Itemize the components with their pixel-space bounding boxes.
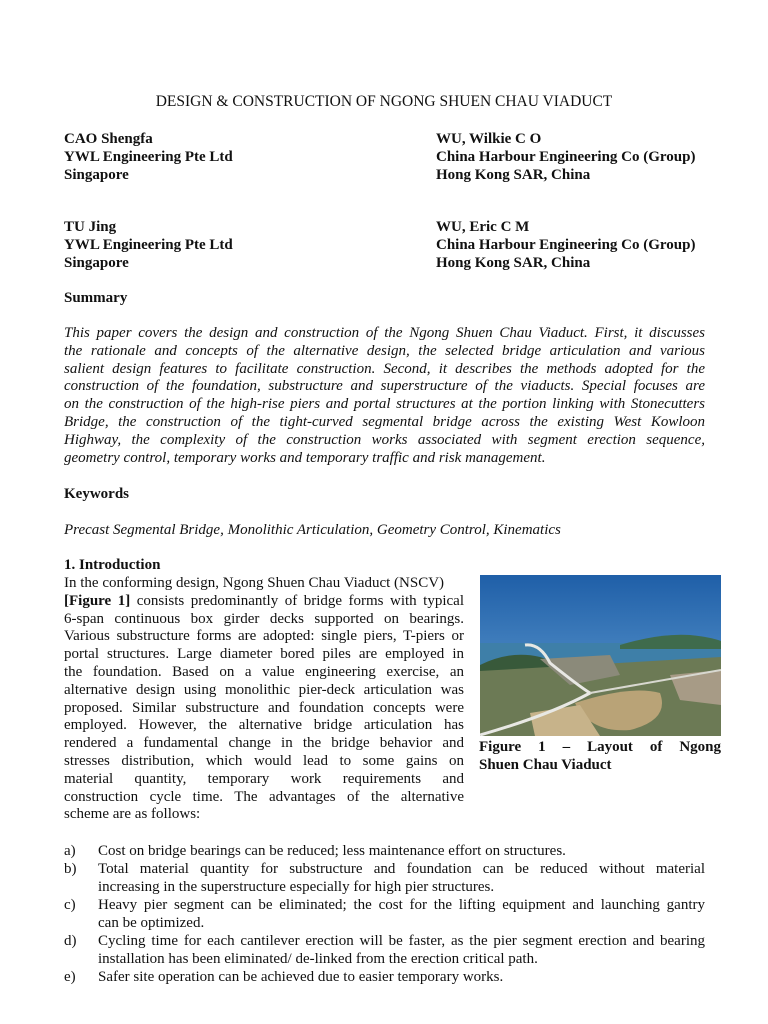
paper-title: DESIGN & CONSTRUCTION OF NGONG SHUEN CHAU VIADUCT: [155, 93, 613, 110]
intro-line: scheme are as follows:: [64, 806, 201, 823]
figure-reference: [Figure 1]: [64, 592, 131, 609]
intro-line: portal structures. Large diameter bored piles are employed in: [64, 646, 464, 663]
summary-line: geometry control, temporary works and temporary traffic and risk management.: [64, 449, 546, 466]
intro-line: rendered a fundamental change in the bridge behavior and: [64, 735, 464, 752]
author-org: YWL Engineering Pte Ltd: [64, 148, 233, 165]
author-org: YWL Engineering Pte Ltd: [64, 236, 233, 253]
author-org: China Harbour Engineering Co (Group): [436, 148, 696, 165]
author-name: CAO Shengfa: [64, 131, 153, 147]
figure-aerial-photo: [480, 575, 721, 736]
figure-caption: [479, 739, 721, 775]
list-text: Safer site operation can be achieved due to easier temporary works.: [98, 969, 504, 985]
author-block: [436, 131, 695, 184]
keywords-heading: Keywords: [64, 486, 129, 502]
keywords-text: Precast Segmental Bridge, Monolithic Articulation, Geometry Control, Kinematics: [64, 522, 561, 538]
intro-line: employed. However, the alternative bridge articulation has: [64, 717, 464, 734]
summary-line: Highway, the complexity of the construction works associated with segment erection sequence,: [64, 431, 705, 448]
list-text: Total material quantity for substructure and foundation can be reduced without material: [98, 861, 705, 877]
list-text: Cost on bridge bearings can be reduced; less maintenance effort on structures.: [98, 843, 566, 859]
intro-line: alternative design using monolithic pier-deck articulation was: [64, 681, 464, 698]
summary-line: on the construction of the high-rise piers and portal structures at the portion linking with Stonecutters: [64, 396, 705, 413]
author-place: Singapore: [64, 254, 129, 271]
intro-text: consists predominantly of bridge forms with typical: [130, 592, 464, 609]
summary-heading: Summary: [64, 290, 128, 306]
summary-text: [64, 325, 705, 467]
intro-line: Various substructure forms are adopted: single piers, T-piers or: [64, 628, 464, 645]
author-block: [436, 219, 695, 272]
list-label: b): [64, 861, 77, 877]
author-block: [64, 219, 233, 272]
caption-line: Figure 1 – Layout of Ngong: [479, 739, 721, 755]
author-name: WU, Eric C M: [436, 219, 530, 235]
list-label: d): [64, 933, 77, 949]
intro-line: 6-span continuous box girder decks supported on bearings.: [64, 610, 464, 627]
list-text: Heavy pier segment can be eliminated; the cost for the lifting equipment and launching gantry: [98, 897, 705, 913]
list-label: c): [64, 897, 76, 913]
author-name: TU Jing: [64, 219, 117, 235]
intro-line: [64, 593, 464, 611]
author-place: Hong Kong SAR, China: [436, 166, 591, 183]
intro-line: [64, 575, 464, 593]
list-label: e): [64, 969, 76, 985]
intro-paragraph: [64, 575, 464, 824]
summary-line: the rationale and concepts of the alternative design, the selected bridge articulation and various: [64, 342, 705, 359]
list-text: increasing in the superstructure especially for high pier structures.: [98, 878, 495, 895]
intro-line: construction cycle time. The advantages of the alternative: [64, 788, 464, 805]
author-org: China Harbour Engineering Co (Group): [436, 236, 696, 253]
author-place: Singapore: [64, 166, 129, 183]
intro-line: material quantity, temporary work requirements and: [64, 770, 464, 787]
list-text: can be optimized.: [98, 914, 205, 931]
intro-line: proposed. Similar substructure and foundation concepts were: [64, 699, 464, 716]
list-label: a): [64, 843, 76, 859]
caption-line: Shuen Chau Viaduct: [479, 756, 612, 773]
summary-line: salient design features to facilitate construction. Second, it describes the methods adopted for the: [64, 360, 705, 377]
author-name: WU, Wilkie C O: [436, 131, 542, 147]
summary-line: Bridge, the construction of the tight-curved segmental bridge across the existing West Kowloon: [64, 413, 705, 430]
author-block: [64, 131, 233, 184]
author-place: Hong Kong SAR, China: [436, 254, 591, 271]
summary-line: This paper covers the design and construction of the Ngong Shuen Chau Viaduct. First, it discusses: [64, 325, 705, 341]
intro-text: In the conforming design, Ngong Shuen Chau Viaduct (NSCV): [64, 575, 445, 591]
list-text: Cycling time for each cantilever erection will be faster, as the pier segment erection and bearing: [98, 933, 705, 949]
summary-line: construction of the foundation, substructure and superstructure of the viaducts. Special focuses are: [64, 378, 705, 395]
intro-line: stresses distribution, which would lead to some gains on: [64, 752, 464, 769]
intro-line: the foundation. Based on a value engineering exercise, an: [64, 663, 464, 680]
intro-heading: 1. Introduction: [64, 557, 161, 573]
list-text: installation has been eliminated/ de-linked from the erection critical path.: [98, 950, 538, 967]
